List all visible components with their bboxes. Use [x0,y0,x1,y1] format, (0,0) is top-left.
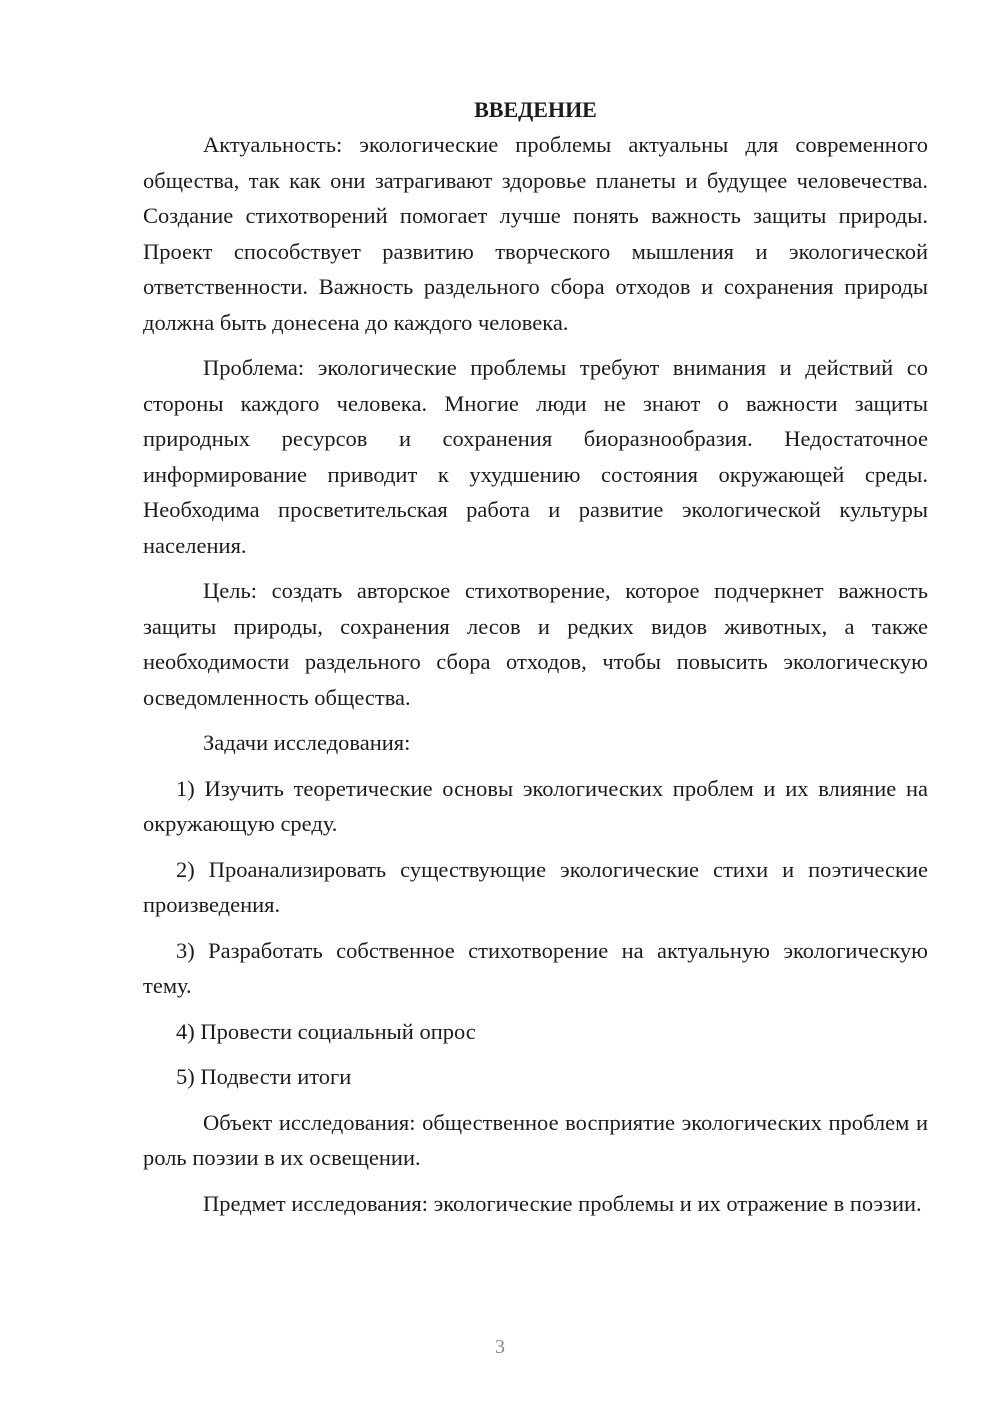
subject-paragraph: Предмет исследования: экологические проблемы и их отражение в поэзии. [203,1190,922,1216]
problem-paragraph: Проблема: экологические проблемы требуют внимания и действий со стороны каждого человека. Многие люди не знают о важности защиты природных ресурсов и сохранения биоразнообразия. Недостаточное информирование приводит к ухудшению состояния окружающей среды. Необходима просветительская работа и развитие экологической культуры населения. [143,355,928,558]
section-title: ВВЕДЕНИЕ [474,97,597,122]
tasks-list [143,771,928,1095]
object-paragraph: Объект исследования: общественное восприятие экологических проблем и роль поэзии в их освещении. [143,1109,928,1170]
list-item: 2) Проанализировать существующие экологические стихи и поэтические произведения. [143,856,928,917]
page-number: 3 [495,1336,505,1358]
list-item: 5) Подвести итоги [176,1064,352,1089]
list-item: 1) Изучить теоретические основы экологических проблем и их влияние на окружающую среду. [143,775,928,836]
tasks-heading: Задачи исследования: [203,730,411,755]
list-item: 4) Провести социальный опрос [176,1018,476,1044]
page-content [143,93,928,1231]
list-item: 3) Разработать собственное стихотворение на актуальную экологическую тему. [143,937,928,998]
relevance-paragraph: Актуальность: экологические проблемы актуальны для современного общества, так как они затрагивают здоровье планеты и будущее человечества. Создание стихотворений помогает лучше понять важность защиты природы. Проект способствует развитию творческого мышления и экологической ответственности. Важность раздельного сбора отходов и сохранения природы должна быть донесена до каждого человека. [143,132,928,335]
goal-paragraph: Цель: создать авторское стихотворение, которое подчеркнет важность защиты природы, сохранения лесов и редких видов животных, а также необходимости раздельного сбора отходов, чтобы повысить экологическую осведомленность общества. [143,578,928,710]
